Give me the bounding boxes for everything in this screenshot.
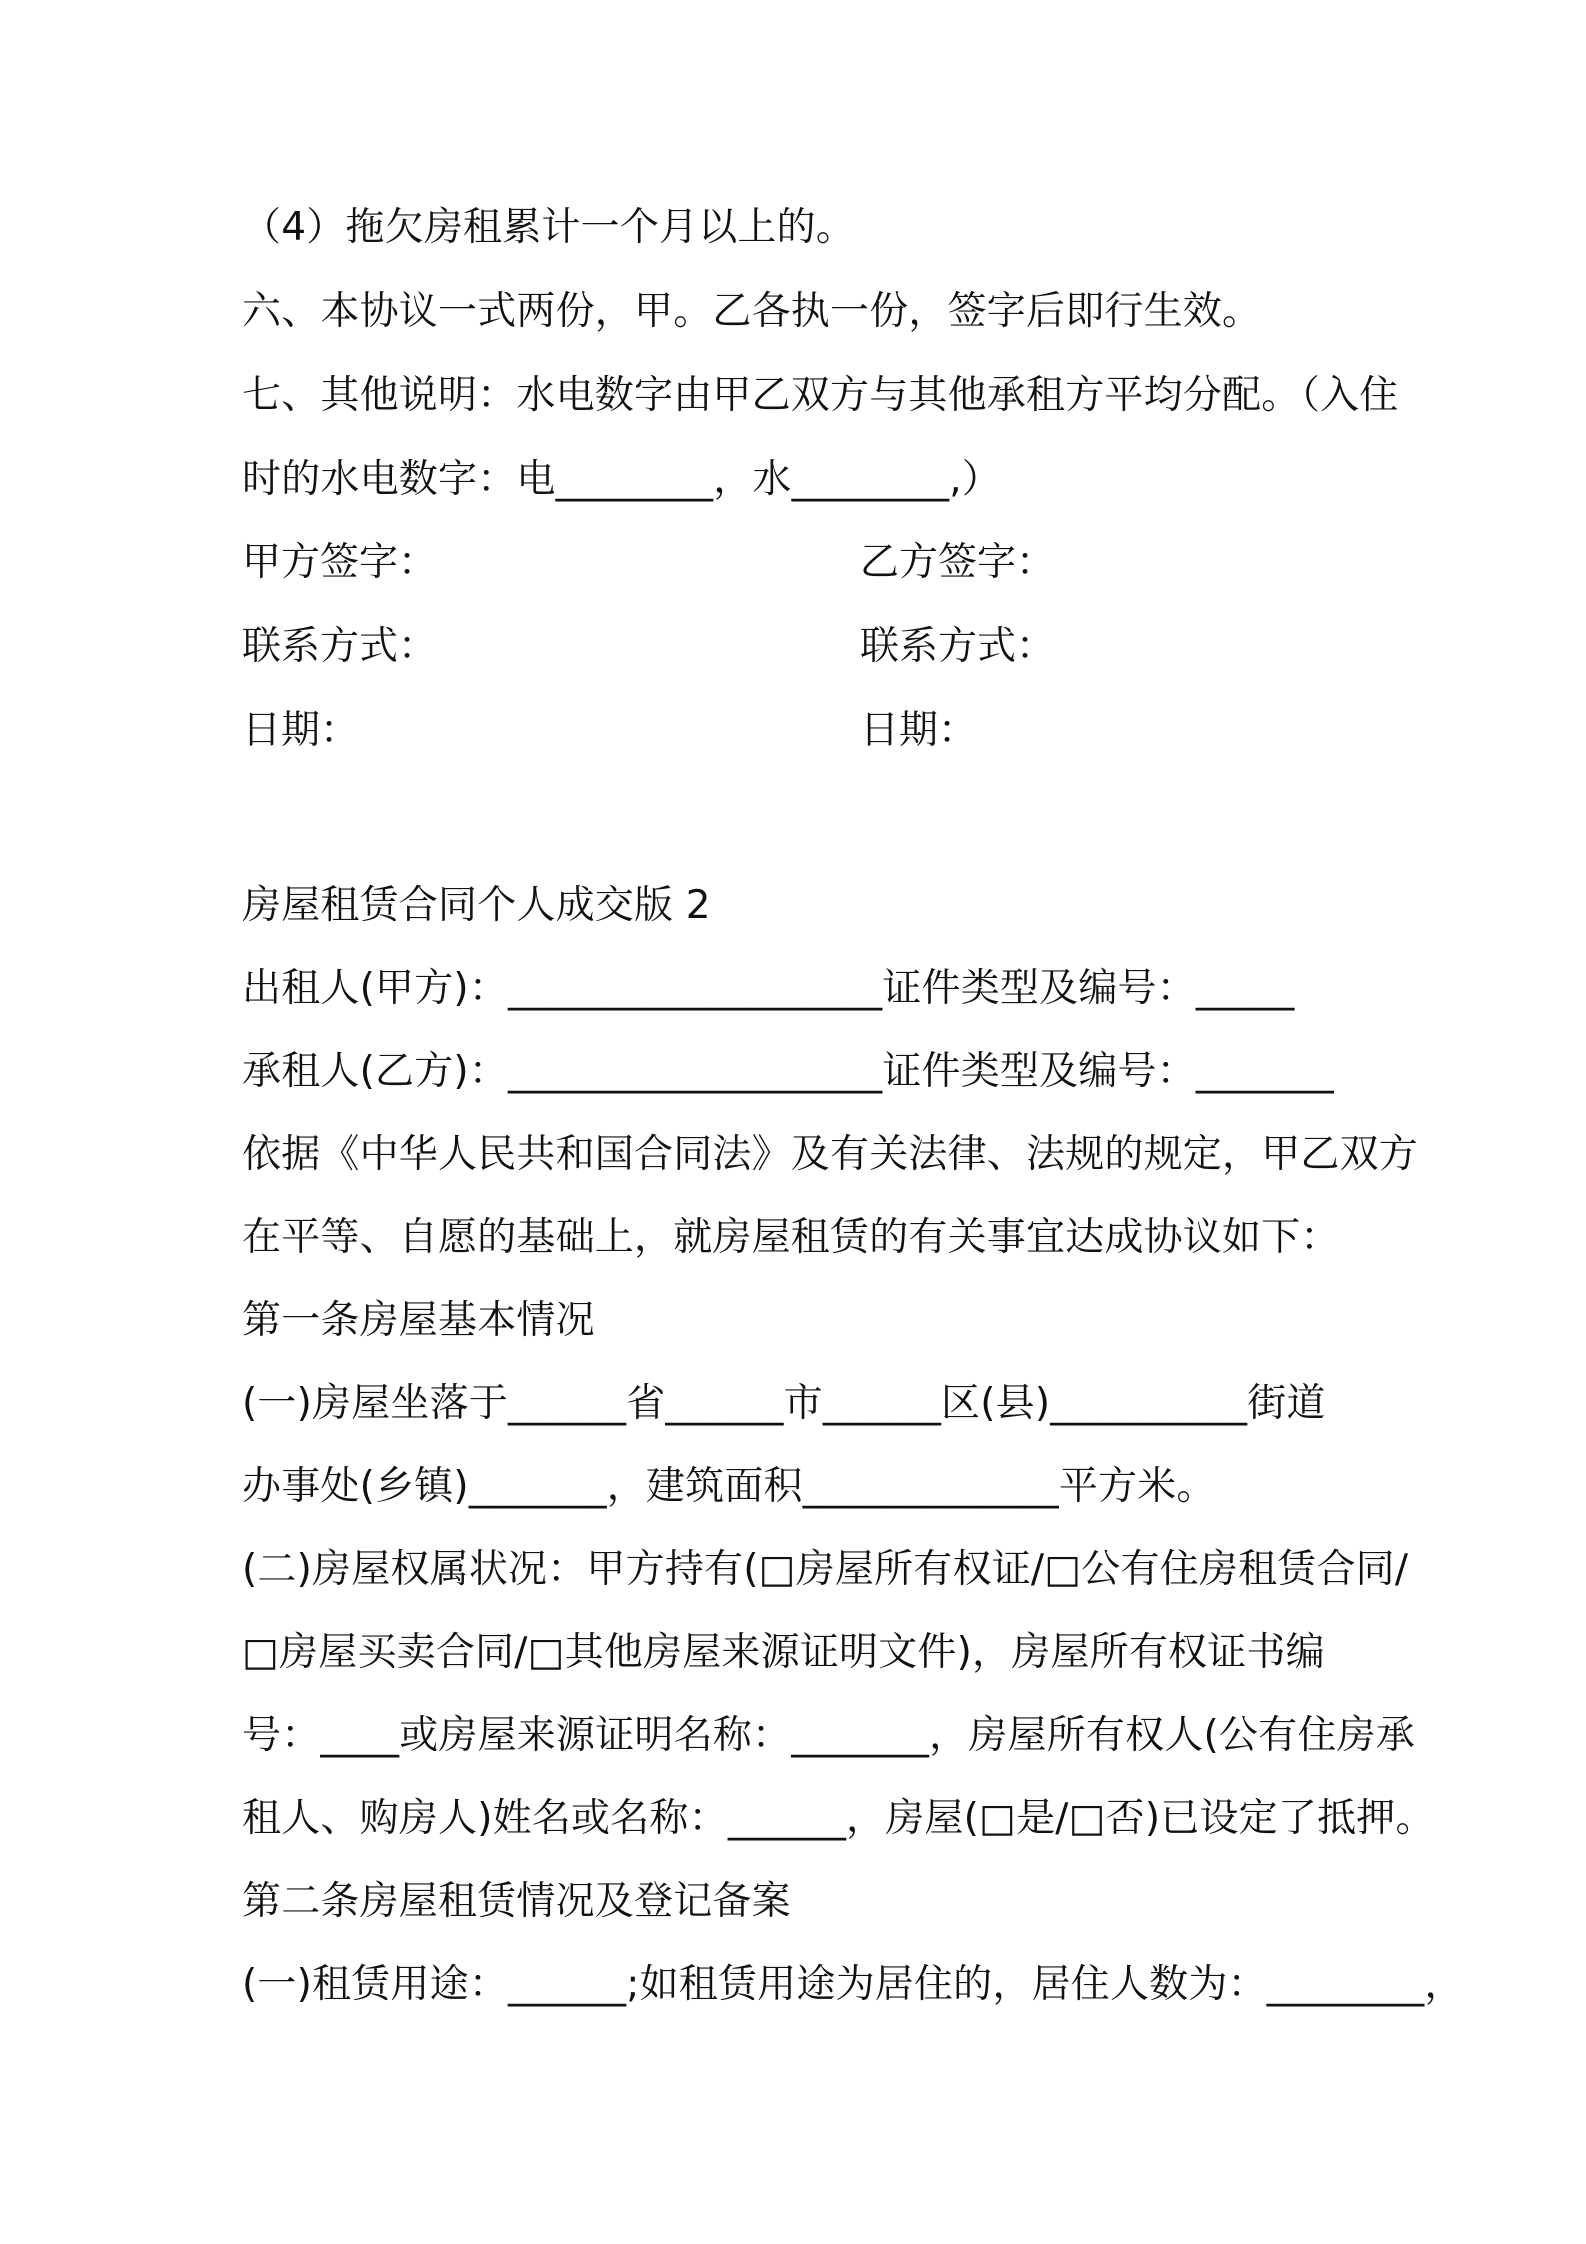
party-a-signature-label: 甲方签字：	[242, 540, 438, 585]
party-a-contact-label: 联系方式：	[242, 624, 438, 669]
section-7-line-1: 七、其他说明：水电数字由甲乙双方与其他承租方平均分配。（入住	[242, 373, 1399, 418]
clause-4-text: （4）拖欠房租累计一个月以上的。	[242, 205, 856, 250]
legal-basis-line-2: 在平等、自愿的基础上，就房屋租赁的有关事宜达成协议如下：	[242, 1215, 1340, 1260]
section-7-line-2: 时的水电数字：电________，水________,）	[242, 457, 1001, 502]
party-b-date-label: 日期：	[860, 708, 978, 753]
lessee-line: 承租人(乙方)：___________________证件类型及编号：_______	[242, 1049, 1334, 1094]
article-1-ownership-line-1: (二)房屋权属状况：甲方持有(□房屋所有权证/□公有住房租赁合同/	[242, 1547, 1409, 1592]
section-6-text: 六、本协议一式两份，甲。乙各执一份，签字后即行生效。	[242, 289, 1262, 334]
article-1-ownership-line-4: 租人、购房人)姓名或名称：______，房屋(□是/□否)已设定了抵押。	[242, 1796, 1435, 1841]
article-1-ownership-line-3: 号：____或房屋来源证明名称：_______，房屋所有权人(公有住房承	[242, 1713, 1415, 1758]
article-1-title: 第一条房屋基本情况	[242, 1298, 595, 1343]
article-1-location-line-1: (一)房屋坐落于______省______市______区(县)__________街道	[242, 1381, 1326, 1426]
article-1-location-line-2: 办事处(乡镇)_______，建筑面积_____________平方米。	[242, 1464, 1216, 1509]
party-b-contact-label: 联系方式：	[860, 624, 1056, 669]
lessor-line: 出租人(甲方)：___________________证件类型及编号：_____	[242, 966, 1295, 1011]
party-a-date-label: 日期：	[242, 708, 360, 753]
contract-title: 房屋租赁合同个人成交版 2	[242, 883, 711, 928]
article-2-purpose-line: (一)租赁用途：______;如租赁用途为居住的，居住人数为：________，	[242, 1962, 1464, 2007]
party-b-signature-label: 乙方签字：	[860, 540, 1056, 585]
article-1-ownership-line-2: □房屋买卖合同/□其他房屋来源证明文件)，房屋所有权证书编	[242, 1630, 1325, 1675]
legal-basis-line-1: 依据《中华人民共和国合同法》及有关法律、法规的规定，甲乙双方	[242, 1132, 1419, 1177]
article-2-title: 第二条房屋租赁情况及登记备案	[242, 1879, 791, 1924]
